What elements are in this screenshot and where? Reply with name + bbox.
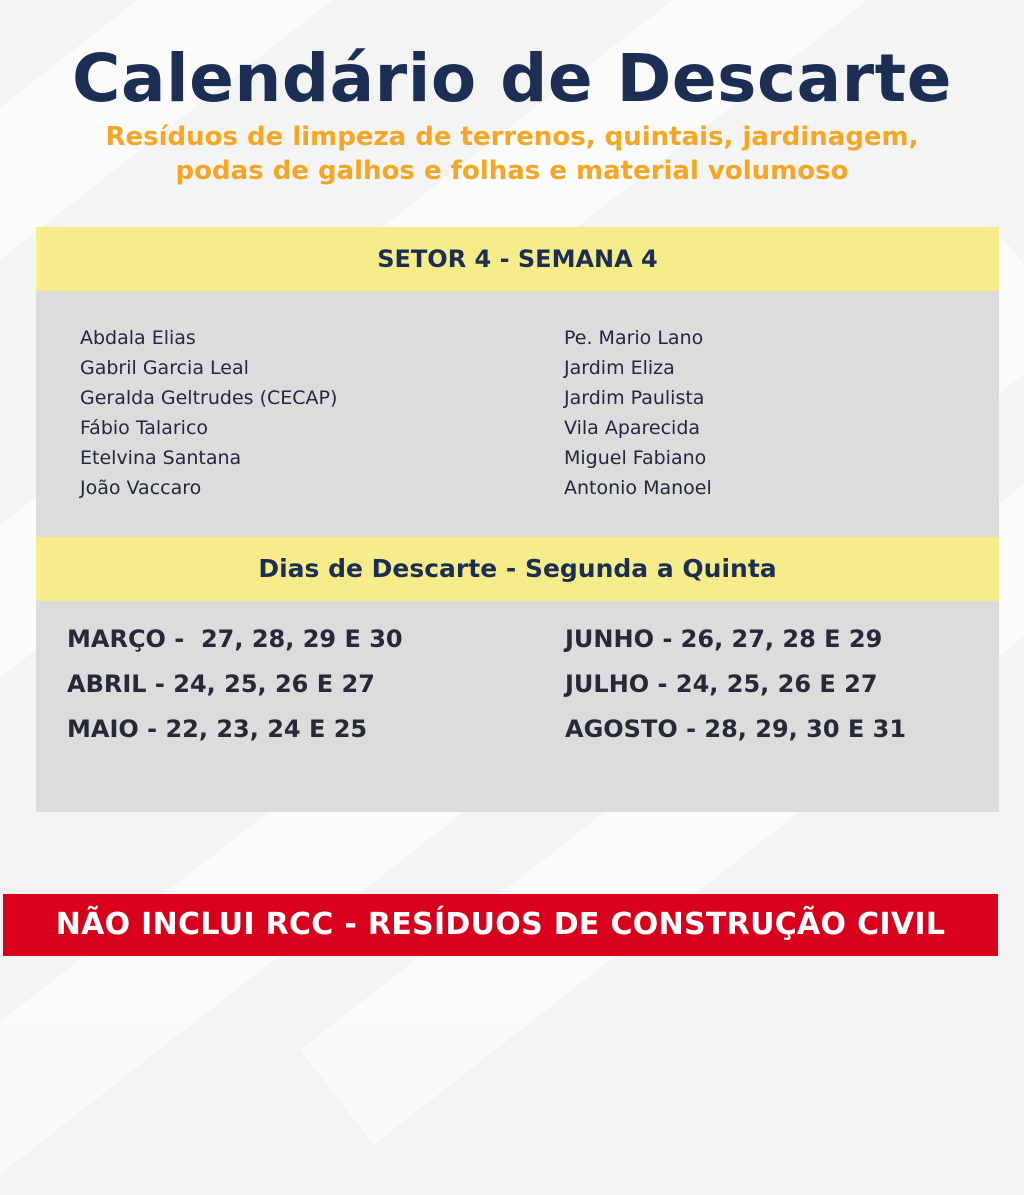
neighborhood-item: Pe. Mario Lano: [564, 327, 704, 349]
page-subtitle: [0, 120, 1024, 188]
date-item: JUNHO - 26, 27, 28 E 29: [565, 625, 883, 653]
neighborhood-item: Vila Aparecida: [564, 417, 701, 439]
sector-header: SETOR 4 - SEMANA 4: [36, 227, 999, 291]
neighborhood-item: Miguel Fabiano: [564, 447, 707, 469]
neighborhoods-list-left: [80, 323, 337, 503]
dates-list-right: [565, 621, 906, 756]
date-item: MAIO - 22, 23, 24 E 25: [67, 715, 368, 743]
date-item: AGOSTO - 28, 29, 30 E 31: [565, 715, 907, 743]
neighborhood-item: Geralda Geltrudes (CECAP): [80, 387, 338, 409]
rcc-warning-banner: NÃO INCLUI RCC - RESÍDUOS DE CONSTRUÇÃO CIVIL: [3, 894, 998, 956]
date-item: JULHO - 24, 25, 26 E 27: [565, 670, 878, 698]
neighborhoods-list-right: [564, 323, 712, 503]
schedule-header: Dias de Descarte - Segunda a Quinta: [36, 537, 999, 601]
date-item: ABRIL - 24, 25, 26 E 27: [67, 670, 375, 698]
neighborhood-item: João Vaccaro: [80, 477, 202, 499]
neighborhood-item: Abdala Elias: [80, 327, 196, 349]
neighborhood-item: Etelvina Santana: [80, 447, 242, 469]
neighborhood-item: Fábio Talarico: [80, 417, 209, 439]
dates-box: [36, 601, 999, 812]
neighborhood-item: Jardim Paulista: [564, 387, 705, 409]
dates-list-left: [67, 621, 403, 756]
page-title: Calendário de Descarte: [72, 40, 952, 117]
neighborhoods-box: [36, 291, 999, 537]
neighborhood-item: Gabril Garcia Leal: [80, 357, 249, 379]
subtitle-line: Resíduos de limpeza de terrenos, quintais, jardinagem,: [105, 122, 919, 152]
subtitle-line: podas de galhos e folhas e material volumoso: [175, 156, 849, 186]
neighborhood-item: Jardim Eliza: [564, 357, 675, 379]
neighborhood-item: Antonio Manoel: [564, 477, 712, 499]
date-item: MARÇO - 27, 28, 29 E 30: [67, 625, 403, 653]
